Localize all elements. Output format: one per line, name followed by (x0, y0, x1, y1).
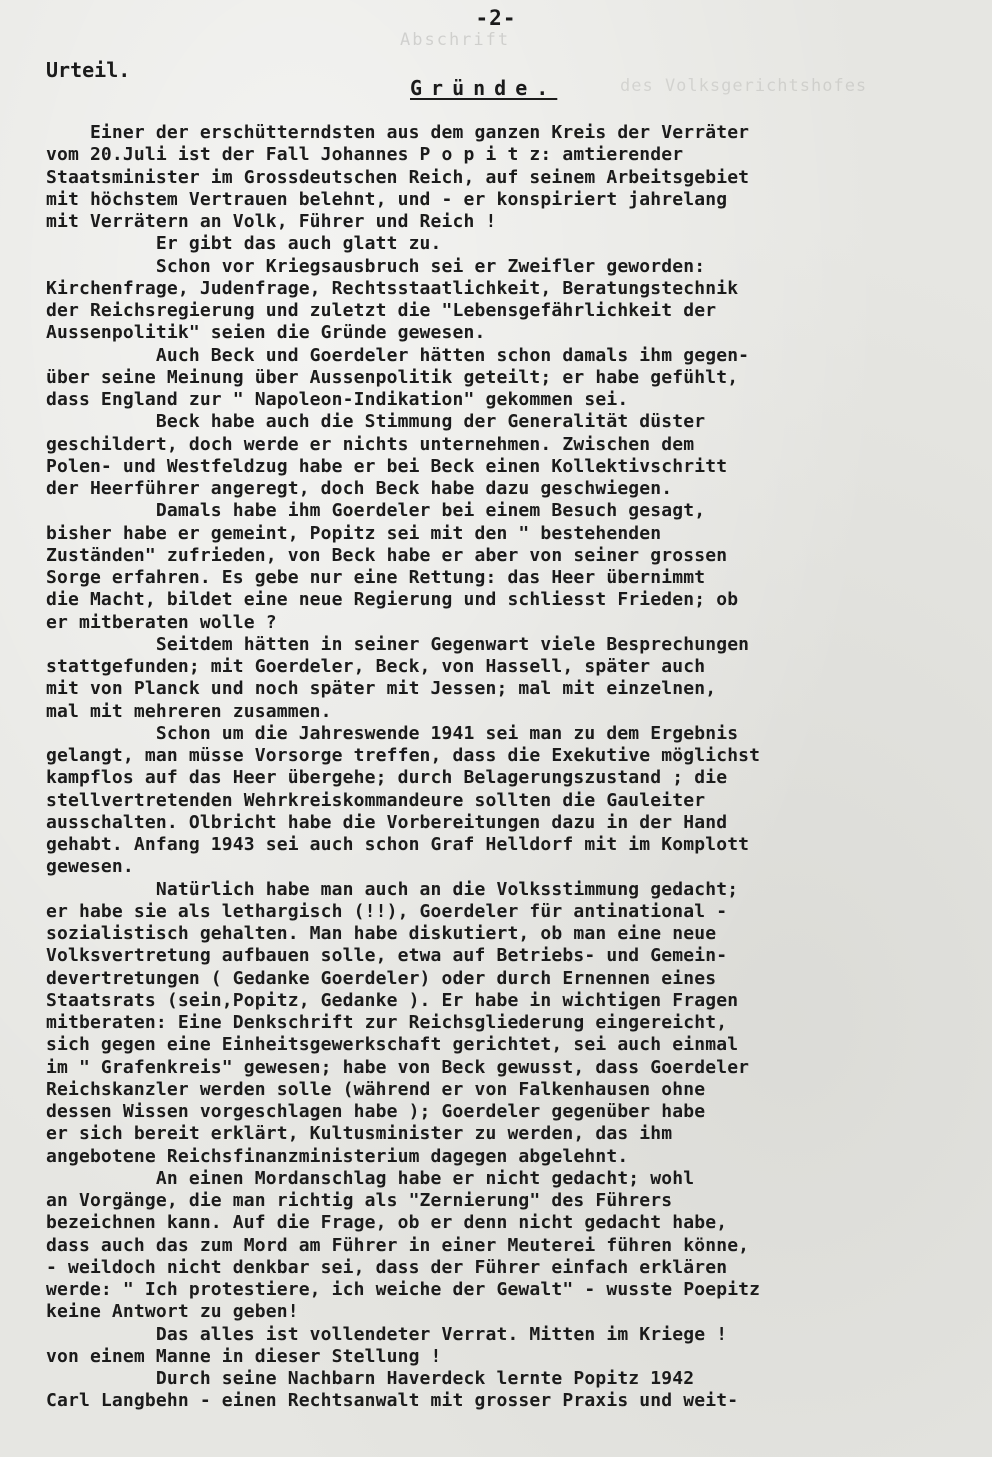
text-line: sozialistisch gehalten. Man habe diskutiert, ob man eine neue (46, 923, 717, 944)
text-line: mal mit mehreren zusammen. (46, 700, 332, 722)
text-line: Reichskanzler werden solle (während er von Falkenhausen ohne (46, 1078, 706, 1100)
text-line: Carl Langbehn - einen Rechtsanwalt mit grosser Praxis und weit- (46, 1390, 739, 1412)
text-line: Er gibt das auch glatt zu. (46, 233, 442, 255)
text-line: sich gegen eine Einheitsgewerkschaft gerichtet, sei auch einmal (46, 1034, 739, 1056)
text-line: Damals habe ihm Goerdeler bei einem Besuch gesagt, (46, 500, 706, 522)
text-line: Auch Beck und Goerdeler hätten schon damals ihm gegen- (46, 344, 750, 366)
text-line: er habe sie als lethargisch (!!), Goerdeler für antinational - (46, 900, 728, 922)
text-line: Staatsminister im Grossdeutschen Reich, auf seinem Arbeitsgebiet (46, 166, 750, 188)
text-line: Volksvertretung aufbauen solle, etwa auf Betriebs- und Gemein- (46, 945, 728, 967)
text-line: gewesen. (46, 856, 134, 878)
text-line: Aussenpolitik" seien die Gründe gewesen. (46, 322, 486, 344)
text-line: ausschalten. Olbricht habe die Vorbereitungen dazu in der Hand (46, 811, 728, 833)
ghost-text: Abschrift (400, 30, 511, 50)
text-line: gelangt, man müsse Vorsorge treffen, dass die Exekutive möglichst (46, 745, 761, 766)
page-number: -2- (475, 6, 517, 30)
text-line: mit Verrätern an Volk, Führer und Reich ! (46, 211, 497, 232)
text-line: an Vorgänge, die man richtig als "Zernierung" des Führers (46, 1190, 673, 1211)
text-line: Durch seine Nachbarn Haverdeck lernte Popitz 1942 (46, 1368, 695, 1389)
text-line: Schon um die Jahreswende 1941 sei man zu dem Ergebnis (46, 722, 739, 744)
text-line: kampflos auf das Heer übergehe; durch Belagerungszustand ; die (46, 767, 728, 789)
text-line: Das alles ist vollendeter Verrat. Mitten im Kriege ! (46, 1323, 728, 1345)
text-line: - weildoch nicht denkbar sei, dass der Führer einfach erklären (46, 1256, 728, 1278)
text-line: der Reichsregierung und zuletzt die "Lebensgefährlichkeit der (46, 300, 717, 321)
text-line: Schon vor Kriegsausbruch sei er Zweifler geworden: (46, 255, 706, 277)
text-line: An einen Mordanschlag habe er nicht gedacht; wohl (46, 1167, 695, 1189)
text-line: er mitberaten wolle ? (46, 611, 277, 633)
text-line: Natürlich habe man auch an die Volksstimmung gedacht; (46, 878, 739, 900)
text-line: die Macht, bildet eine neue Regierung und schliesst Frieden; ob (46, 589, 739, 611)
text-line: stellvertretenden Wehrkreiskommandeure sollten die Gauleiter (46, 789, 706, 811)
text-line: Sorge erfahren. Es gebe nur eine Rettung: das Heer übernimmt (46, 567, 706, 588)
text-line: dass England zur " Napoleon-Indikation" gekommen sei. (46, 389, 629, 410)
text-line: Beck habe auch die Stimmung der Generalität düster (46, 411, 706, 433)
document-label: Urteil. (46, 58, 131, 82)
text-line: keine Antwort zu geben! (46, 1301, 299, 1323)
document-body (46, 122, 976, 1413)
text-line: über seine Meinung über Aussenpolitik geteilt; er habe gefühlt, (46, 366, 739, 388)
text-line: im " Grafenkreis" gewesen; habe von Beck gewusst, dass Goerdeler (46, 1056, 750, 1078)
text-line: stattgefunden; mit Goerdeler, Beck, von Hassell, später auch (46, 656, 706, 677)
text-line: Kirchenfrage, Judenfrage, Rechtsstaatlichkeit, Beratungstechnik (46, 277, 739, 299)
text-line: mitberaten: Eine Denkschrift zur Reichsgliederung eingereicht, (46, 1012, 728, 1033)
text-line: Polen- und Westfeldzug habe er bei Beck einen Kollektivschritt (46, 455, 728, 477)
text-line: werde: " Ich protestiere, ich weiche der Gewalt" - wusste Poepitz (46, 1279, 761, 1300)
text-line: Einer der erschütterndsten aus dem ganzen Kreis der Verräter (46, 122, 750, 143)
text-line: vom 20.Juli ist der Fall Johannes P o p i t z: amtierender (46, 144, 684, 166)
text-line: bisher habe er gemeint, Popitz sei mit den " bestehenden (46, 522, 662, 544)
text-line: devertretungen ( Gedanke Goerdeler) oder durch Ernennen eines (46, 967, 717, 989)
text-line: gehabt. Anfang 1943 sei auch schon Graf Helldorf mit im Komplott (46, 834, 750, 855)
text-line: mit höchstem Vertrauen belehnt, und - er konspiriert jahrelang (46, 188, 728, 210)
text-line: Staatsrats (sein,Popitz, Gedanke ). Er habe in wichtigen Fragen (46, 989, 739, 1011)
text-line: dass auch das zum Mord am Führer in einer Meuterei führen könne, (46, 1234, 750, 1256)
text-line: er sich bereit erklärt, Kultusminister zu werden, das ihm (46, 1123, 673, 1145)
ghost-text-secondary: des Volksgerichtshofes (620, 76, 868, 96)
text-line: angebotene Reichsfinanzministerium dagegen abgelehnt. (46, 1145, 629, 1167)
section-heading: Gründe. (410, 76, 558, 100)
text-line: geschildert, doch werde er nichts unternehmen. Zwischen dem (46, 433, 695, 455)
text-line: Seitdem hätten in seiner Gegenwart viele Besprechungen (46, 633, 750, 655)
text-line: der Heerführer angeregt, doch Beck habe dazu geschwiegen. (46, 478, 673, 499)
text-line: mit von Planck und noch später mit Jessen; mal mit einzelnen, (46, 678, 717, 700)
text-line: von einem Manne in dieser Stellung ! (46, 1345, 442, 1367)
text-line: Zuständen" zufrieden, von Beck habe er aber von seiner grossen (46, 544, 728, 566)
text-line: bezeichnen kann. Auf die Frage, ob er denn nicht gedacht habe, (46, 1212, 728, 1234)
text-line: dessen Wissen vorgeschlagen habe ); Goerdeler gegenüber habe (46, 1101, 706, 1122)
